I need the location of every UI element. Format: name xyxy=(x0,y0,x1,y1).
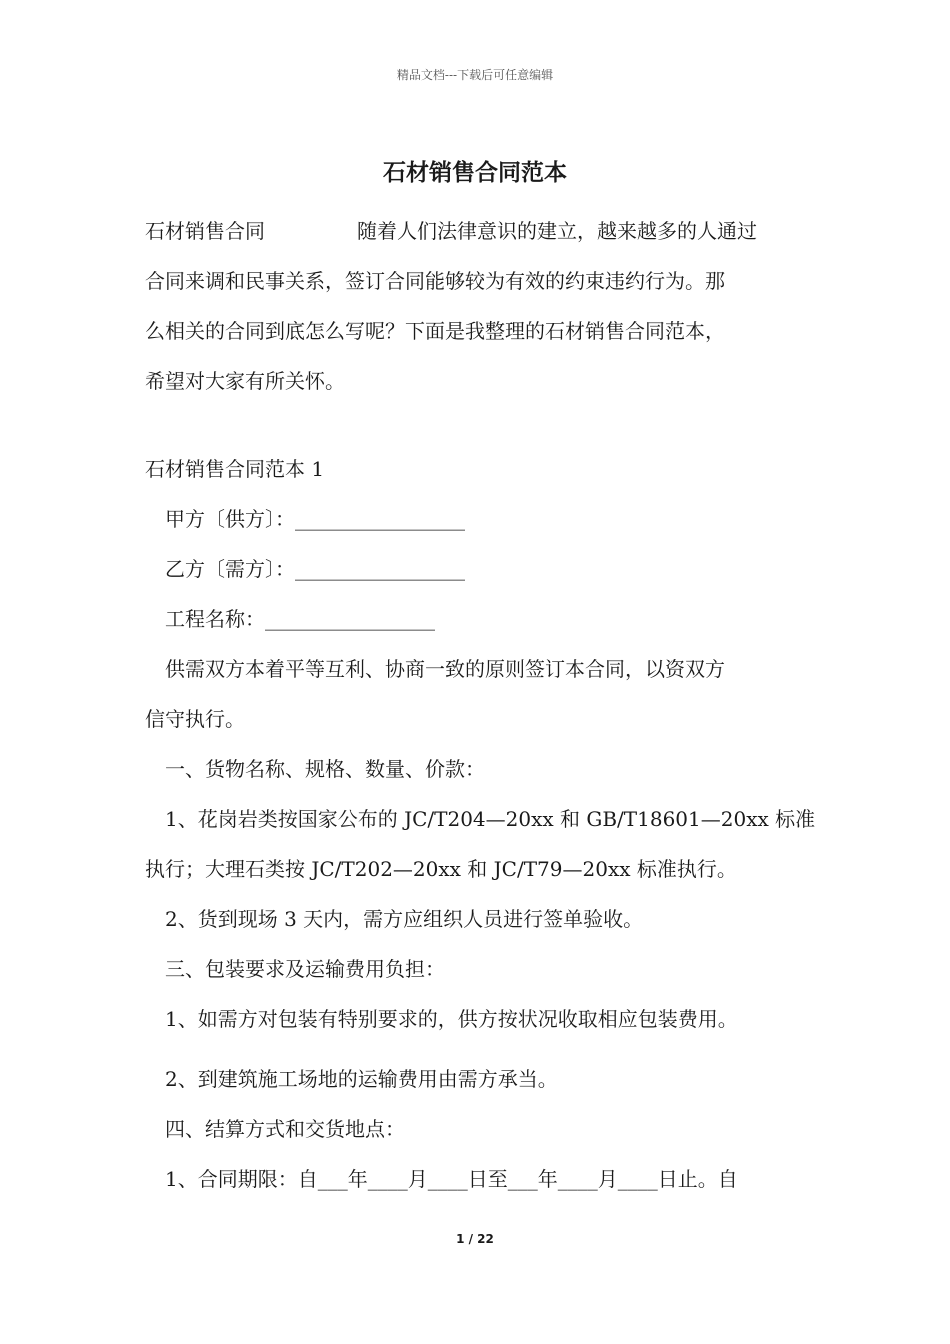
clause-1-heading: 一、货物名称、规格、数量、价款： xyxy=(165,757,485,781)
intro-text-1: 随着人们法律意识的建立，越来越多的人通过 xyxy=(357,219,757,243)
page-number: 1 / 22 xyxy=(456,1232,494,1246)
project-name-line: 工程名称：_________________ xyxy=(165,607,435,631)
intro-line-4: 希望对大家有所关怀。 xyxy=(145,369,345,393)
preamble-line-2: 信守执行。 xyxy=(145,707,245,731)
intro-label: 石材销售合同 xyxy=(145,219,265,243)
spacer xyxy=(145,406,810,444)
clause-1-item-1a: 1、花岗岩类按国家公布的 JC/T204—20xx 和 GB/T18601—20xx 标准 xyxy=(165,807,816,831)
preamble-line-1: 供需双方本着平等互利、协商一致的原则签订本合同，以资双方 xyxy=(165,657,725,681)
document-title: 石材销售合同范本 xyxy=(383,160,567,186)
intro-line-1 xyxy=(145,206,810,256)
page-header: 精品文档---下载后可任意编辑 xyxy=(396,68,554,82)
clause-4-heading: 四、结算方式和交货地点： xyxy=(165,1117,405,1141)
clause-4-item-1: 1、合同期限：自___年____月____日至___年____月____日止。自 xyxy=(165,1167,738,1191)
clause-3-item-1: 1、如需方对包装有特别要求的，供方按状况收取相应包装费用。 xyxy=(165,1007,738,1031)
clause-1-item-1b: 执行；大理石类按 JC/T202—20xx 和 JC/T79—20xx 标准执行。 xyxy=(145,857,737,881)
document-body xyxy=(145,206,816,1204)
section-heading: 石材销售合同范本 1 xyxy=(145,457,325,481)
spacer xyxy=(145,1044,810,1054)
party-a-line: 甲方〔供方〕：_________________ xyxy=(165,507,465,531)
intro-line-2: 合同来调和民事关系，签订合同能够较为有效的约束违约行为。那 xyxy=(145,269,725,293)
clause-3-item-2: 2、到建筑施工场地的运输费用由需方承当。 xyxy=(165,1067,558,1091)
intro-line-3: 么相关的合同到底怎么写呢？下面是我整理的石材销售合同范本， xyxy=(145,319,725,343)
clause-3-heading: 三、包装要求及运输费用负担： xyxy=(165,957,445,981)
party-b-line: 乙方〔需方〕：_________________ xyxy=(165,557,465,581)
clause-1-item-2: 2、货到现场 3 天内，需方应组织人员进行签单验收。 xyxy=(165,907,644,931)
